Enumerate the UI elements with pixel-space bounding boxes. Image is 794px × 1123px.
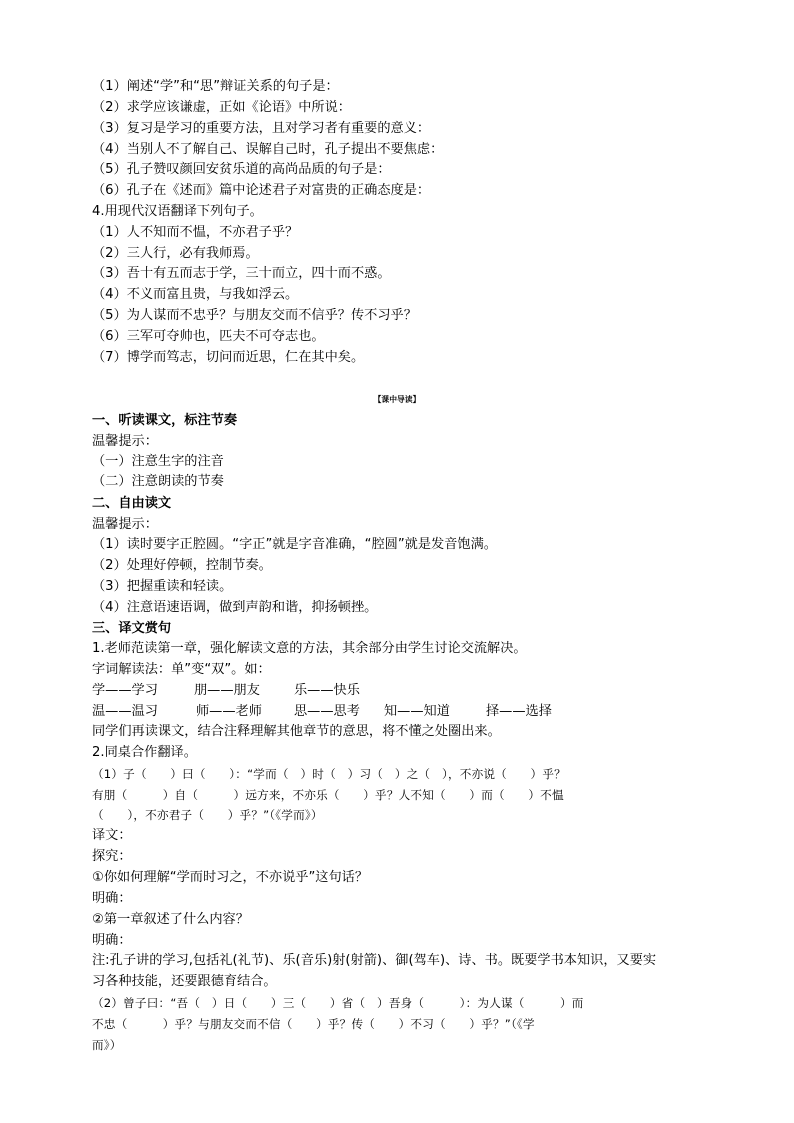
exercise-1-line-2: 有朋（ ）自（ ）远方来，不亦乐（ ）乎？人不知（ ）而（ ）不愠 bbox=[92, 788, 564, 802]
part2-item-4: （4）注意语速语调，做到声韵和谐，抑扬顿挫。 bbox=[92, 600, 378, 615]
part3-paragraph-1: 1.老师范读第一章，强化解读文意的方法，其余部分由学生讨论交流解决。 bbox=[92, 641, 527, 656]
word-pair: 朋——朋友 bbox=[194, 683, 260, 698]
exercise-2-line-1: （2）曾子曰：“吾（ ）日（ ）三（ ）省（ ）吾身（ ）：为人谋（ ）而 bbox=[92, 996, 584, 1010]
explore-question-2: ②第一章叙述了什么内容？ bbox=[92, 912, 249, 927]
clarify-label-1: 明确： bbox=[92, 891, 132, 906]
word-pair: 知——知道 bbox=[384, 704, 450, 719]
fill-item-3: （3）复习是学习的重要方法，且对学习者有重要的意义： bbox=[92, 121, 431, 136]
part3-paragraph-3: 2.同桌合作翻译。 bbox=[92, 745, 197, 760]
note-line-1: 注:孔子讲的学习,包括礼(礼节)、乐(音乐)射(射箭)、御(驾车)、诗、书。既要学书本知识，又要实 bbox=[92, 953, 657, 968]
word-pair: 乐——快乐 bbox=[294, 683, 360, 698]
word-pair: 温——温习 bbox=[92, 704, 158, 719]
fill-item-6: （6）孔子在《述而》篇中论述君子对富贵的正确态度是： bbox=[92, 183, 431, 198]
part1-item-2: （二）注意朗读的节奏 bbox=[92, 474, 224, 489]
word-pair: 思——思考 bbox=[294, 704, 360, 719]
exercise-2-line-3: 而》） bbox=[92, 1038, 122, 1052]
fill-item-1: （1）阐述“学”和“思”辩证关系的句子是： bbox=[92, 79, 339, 94]
part1-heading: 一、听读课文，标注节奏 bbox=[92, 413, 238, 428]
word-pair: 学——学习 bbox=[92, 683, 158, 698]
part2-item-3: （3）把握重读和轻读。 bbox=[92, 579, 233, 594]
part2-heading: 二、自由读文 bbox=[92, 496, 172, 511]
part2-item-2: （2）处理好停顿，控制节奏。 bbox=[92, 558, 272, 573]
part2-hint: 温馨提示： bbox=[92, 517, 158, 532]
translate-item-3: （3）吾十有五而志于学，三十而立，四十而不惑。 bbox=[92, 266, 391, 281]
translate-item-4: （4）不义而富且贵，与我如浮云。 bbox=[92, 287, 299, 302]
word-pair: 择——选择 bbox=[486, 704, 552, 719]
part3-method: 字词解读法：单”变“双”。如： bbox=[92, 662, 271, 677]
note-line-2: 习各种技能，还要跟德育结合。 bbox=[92, 974, 277, 989]
translate-item-1: （1）人不知而不愠，不亦君子乎？ bbox=[92, 225, 299, 240]
translate-item-6: （6）三军可夺帅也，匹夫不可夺志也。 bbox=[92, 329, 325, 344]
clarify-label-2: 明确： bbox=[92, 933, 132, 948]
translate-item-5: （5）为人谋而不忠乎？与朋友交而不信乎？传不习乎？ bbox=[92, 308, 417, 323]
part2-item-1: （1）读时要字正腔圆。“字正”就是字音准确，“腔圆”就是发音饱满。 bbox=[92, 537, 497, 552]
translate-item-7: （7）博学而笃志，切问而近思，仁在其中矣。 bbox=[92, 350, 365, 365]
exercise-2-line-2: 不忠（ ）乎？与朋友交而不信（ ）乎？传（ ）不习（ ）乎？”（《学 bbox=[92, 1017, 535, 1031]
word-pair: 师——老师 bbox=[196, 704, 262, 719]
question-4-title: 4.用现代汉语翻译下列句子。 bbox=[92, 204, 263, 219]
part1-hint: 温馨提示： bbox=[92, 434, 158, 449]
exercise-1-line-3: （ ），不亦君子（ ）乎？”（《学而》） bbox=[92, 808, 323, 822]
section-title: 【课中导读】 bbox=[373, 395, 421, 404]
explore-question-1: ①你如何理解“学而时习之，不亦说乎”这句话？ bbox=[92, 870, 369, 885]
explore-label: 探究： bbox=[92, 849, 132, 864]
part3-paragraph-2: 同学们再读课文，结合注释理解其他章节的意思，将不懂之处圈出来。 bbox=[92, 724, 501, 739]
translation-label: 译文： bbox=[92, 828, 132, 843]
part3-heading: 三、译文赏句 bbox=[92, 621, 172, 636]
translate-item-2: （2）三人行，必有我师焉。 bbox=[92, 246, 259, 261]
fill-item-2: （2）求学应该谦虚，正如《论语》中所说： bbox=[92, 100, 351, 115]
fill-item-5: （5）孔子赞叹颜回安贫乐道的高尚品质的句子是： bbox=[92, 162, 391, 177]
fill-item-4: （4）当别人不了解自己、误解自己时，孔子提出不要焦虑： bbox=[92, 142, 444, 157]
exercise-1-line-1: （1）子（ ）曰（ ）：“学而（ ）时（ ）习（ ）之（ ），不亦说（ ）乎？ bbox=[92, 767, 566, 781]
part1-item-1: （一）注意生字的注音 bbox=[92, 454, 224, 469]
